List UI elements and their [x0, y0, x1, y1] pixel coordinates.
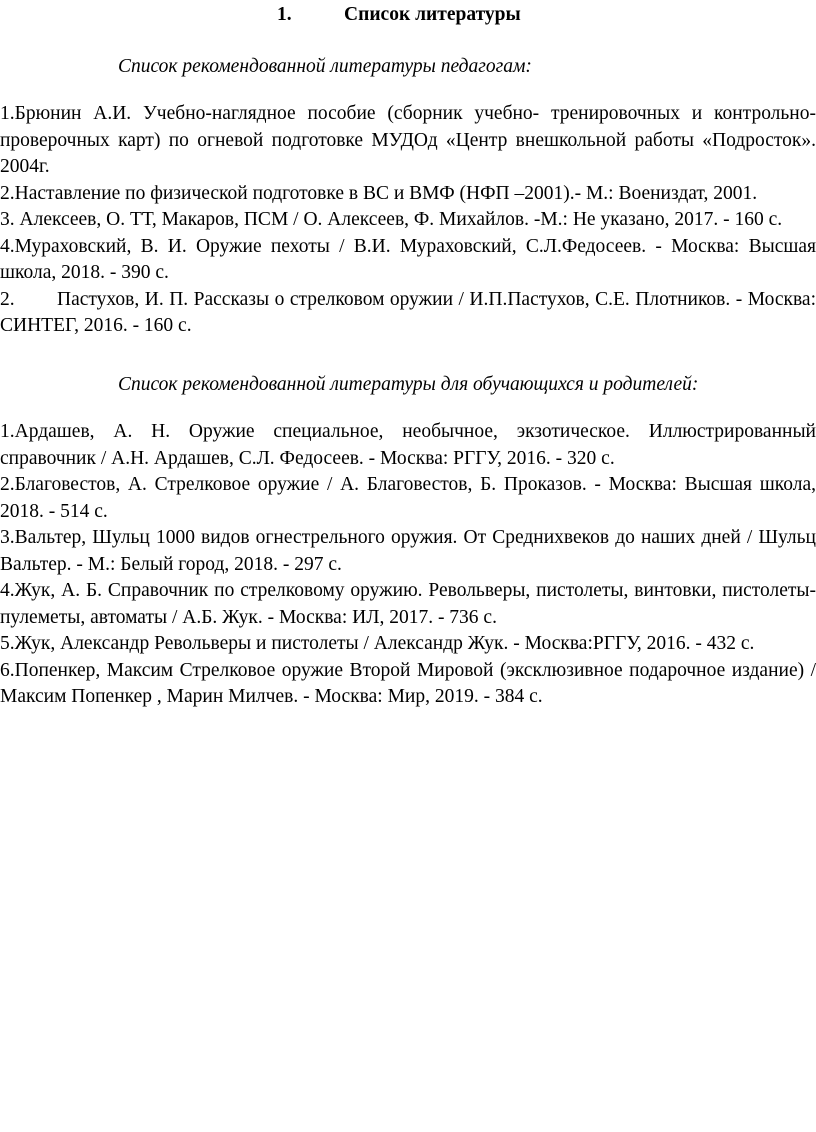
reference-item [0, 101, 816, 181]
teachers-reference-list [0, 101, 816, 340]
reference-number: 3. [0, 527, 15, 548]
reference-text: Ардашев, А. Н. Оружие специальное, необычное, экзотическое. Иллюстрированный справочник / А.Н. Ардашев, С.Л. Федосеев. - Москва: РГГУ, 2016. - 320 с. [0, 421, 816, 469]
reference-item [0, 525, 816, 578]
reference-number: 4. [0, 235, 15, 257]
reference-text: Мураховский, В. И. Оружие пехоты / В.И. Мураховский, С.Л.Федосеев. - Москва: Высшая школа, 2018. - 390 с. [0, 235, 816, 283]
reference-text: Жук, А. Б. Справочник по стрелковому оружию. Револьверы, пистолеты, винтовки, пистолеты-пулеметы, автоматы / А.Б. Жук. - Москва: ИЛ, 2017. - 736 с. [0, 580, 816, 628]
reference-item [0, 181, 816, 208]
teachers-list-title: Список рекомендованной литературы педагогам: [118, 56, 532, 77]
students-reference-list [0, 419, 816, 711]
reference-item [0, 234, 816, 287]
reference-text: Наставление по физической подготовке в ВС и ВМФ (НФП –2001).- М.: Воениздат, 2001. [14, 182, 758, 204]
reference-text: Алексеев, О. ТТ, Макаров, ПСМ / О. Алексеев, Ф. Михайлов. -М.: Не указано, 2017. - 160 с. [14, 209, 783, 230]
reference-number: 4. [0, 580, 15, 601]
reference-item [0, 658, 816, 711]
heading-number: 1. [277, 4, 292, 25]
reference-number: 2. [0, 182, 15, 204]
students-list-title: Список рекомендованной литературы для обучающихся и родителей: [118, 374, 699, 395]
heading-title: Список литературы [344, 4, 521, 25]
reference-text: Попенкер, Максим Стрелковое оружие Второй Мировой (эксклюзивное подарочное издание) / Максим Попенкер , Марин Милчев. - Москва: Мир, 2019. - 384 с. [0, 659, 816, 707]
reference-text: Брюнин А.И. Учебно-наглядное пособие (сборник учебно- тренировочных и контрольно-проверочных карт) по огневой подготовке МУДОд «Центр внешкольной работы «Подросток». 2004г. [0, 103, 816, 177]
reference-number: 6. [0, 659, 15, 681]
reference-text: Благовестов, А. Стрелковое оружие / А. Благовестов, Б. Проказов. - Москва: Высшая школа, 2018. - 514 с. [0, 474, 816, 522]
reference-item [0, 578, 816, 631]
reference-item [0, 472, 816, 525]
reference-item [0, 419, 816, 472]
reference-text: Вальтер, Шульц 1000 видов огнестрельного оружия. От Среднихвеков до наших дней / Шульц Вальтер. - М.: Белый город, 2018. - 297 с. [0, 527, 816, 575]
reference-number: 2. [0, 288, 15, 310]
reference-number: 1. [0, 421, 15, 442]
reference-number: 3. [0, 209, 15, 230]
reference-text: Пастухов, И. П. Рассказы о стрелковом оружии / И.П.Пастухов, С.Е. Плотников. - Москва: СИНТЕГ, 2016. - 160 с. [0, 288, 816, 336]
reference-text: Жук, Александр Револьверы и пистолеты / Александр Жук. - Москва:РГГУ, 2016. - 432 с. [14, 633, 755, 654]
reference-item [0, 207, 816, 234]
reference-number: 5. [0, 633, 15, 654]
reference-number: 2. [0, 474, 15, 495]
reference-item [0, 287, 816, 340]
reference-item [0, 631, 816, 658]
reference-number: 1. [0, 103, 15, 124]
